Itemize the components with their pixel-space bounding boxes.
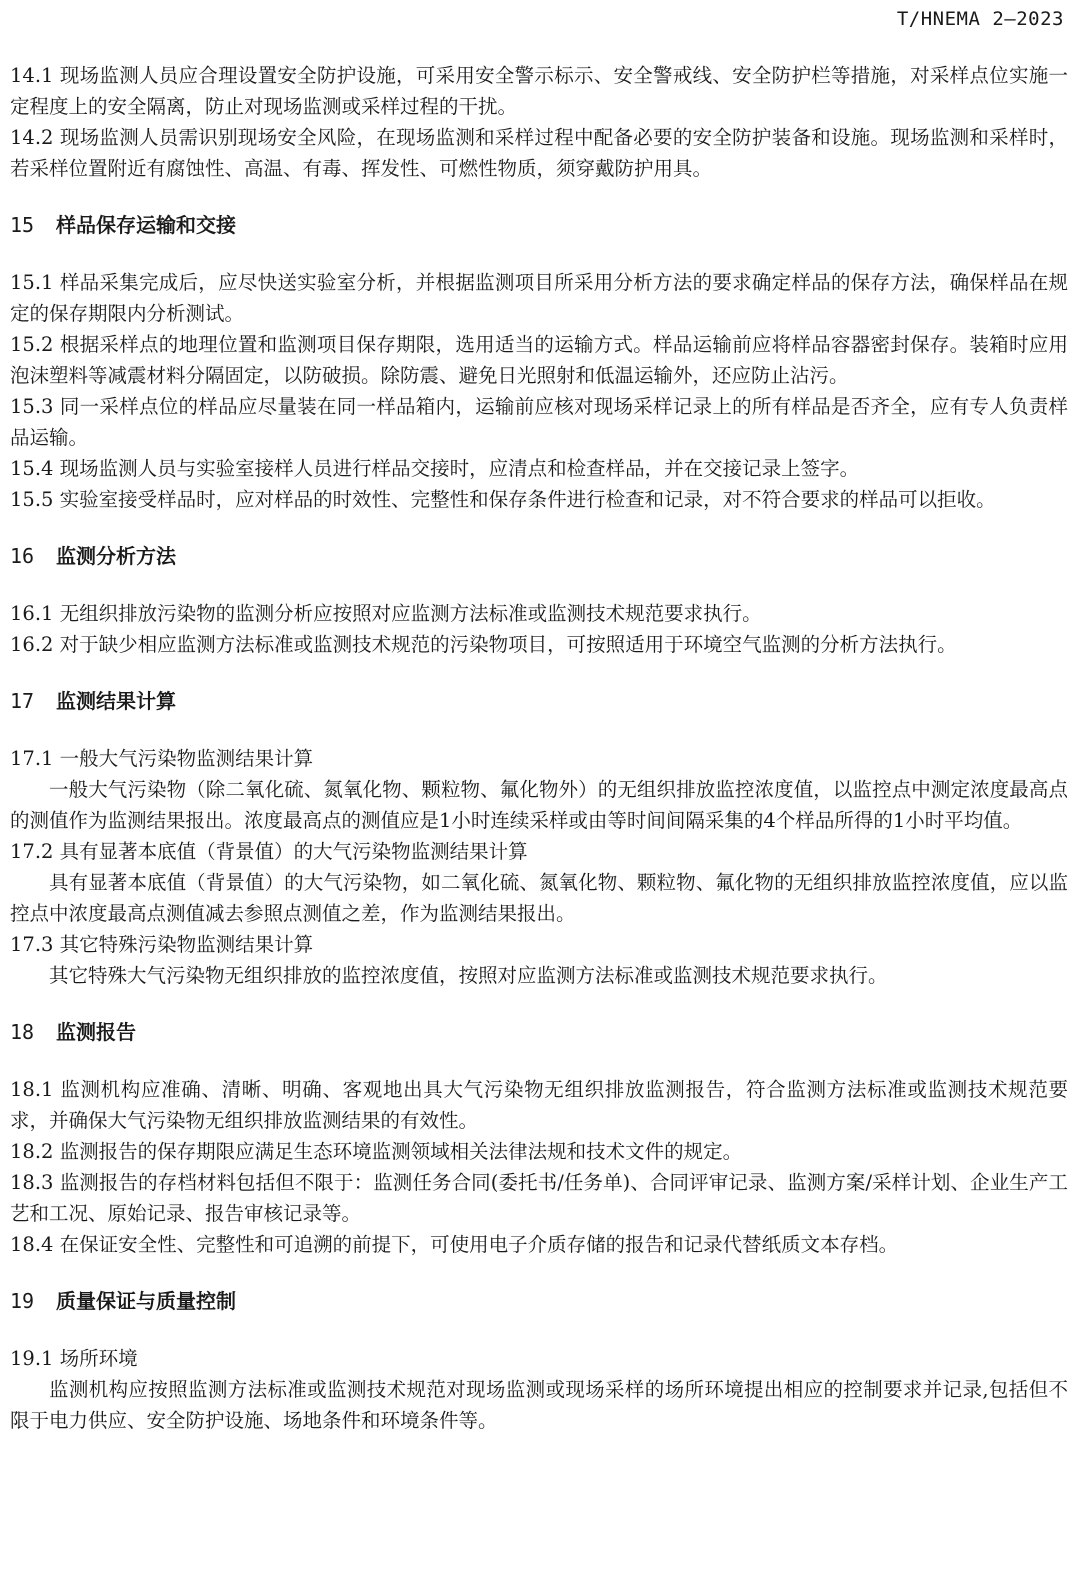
clause-17-1-title: 17.1 一般大气污染物监测结果计算 [10, 747, 314, 770]
section-title: 样品保存运输和交接 [56, 213, 236, 237]
section-number: 19 [10, 1289, 35, 1313]
clause-14-2: 14.2 现场监测人员需识别现场安全风险，在现场监测和采样过程中配备必要的安全防护装备和设施。现场监测和采样时，若采样位置附近有腐蚀性、高温、有毒、挥发性、可燃性物质，须穿戴防护用具。 [10, 126, 1068, 180]
clause-15-1: 15.1 样品采集完成后，应尽快送实验室分析，并根据监测项目所采用分析方法的要求确定样品的保存方法，确保样品在规定的保存期限内分析测试。 [10, 271, 1068, 325]
section-heading-19 [10, 1286, 1068, 1317]
section-number: 16 [10, 544, 35, 568]
document-code: T/HNEMA 2—2023 [896, 8, 1064, 30]
clause-18-2: 18.2 监测报告的保存期限应满足生态环境监测领域相关法律法规和技术文件的规定。 [10, 1140, 743, 1163]
clause-17-2-body: 具有显著本底值（背景值）的大气污染物，如二氧化硫、氮氧化物、颗粒物、氟化物的无组织排放监控浓度值，应以监控点中浓度最高点测值减去参照点测值之差，作为监测结果报出。 [10, 871, 1068, 925]
clause-19-1-body: 监测机构应按照监测方法标准或监测技术规范对现场监测或现场采样的场所环境提出相应的控制要求并记录,包括但不限于电力供应、安全防护设施、场地条件和环境条件等。 [10, 1378, 1068, 1432]
clause-17-3-body: 其它特殊大气污染物无组织排放的监控浓度值，按照对应监测方法标准或监测技术规范要求执行。 [49, 964, 888, 987]
clause-18-3: 18.3 监测报告的存档材料包括但不限于：监测任务合同(委托书/任务单)、合同评审记录、监测方案/采样计划、企业生产工艺和工况、原始记录、报告审核记录等。 [10, 1171, 1068, 1225]
section-number: 17 [10, 689, 35, 713]
clause-15-4: 15.4 现场监测人员与实验室接样人员进行样品交接时，应清点和检查样品，并在交接记录上签字。 [10, 457, 860, 480]
section-title: 监测报告 [56, 1020, 136, 1044]
section-number: 18 [10, 1020, 35, 1044]
clause-16-1: 16.1 无组织排放污染物的监测分析应按照对应监测方法标准或监测技术规范要求执行。 [10, 602, 762, 625]
clause-15-3: 15.3 同一采样点位的样品应尽量装在同一样品箱内，运输前应核对现场采样记录上的所有样品是否齐全，应有专人负责样品运输。 [10, 395, 1068, 449]
clause-16-2: 16.2 对于缺少相应监测方法标准或监测技术规范的污染物项目，可按照适用于环境空气监测的分析方法执行。 [10, 633, 957, 656]
section-title: 监测分析方法 [56, 544, 176, 568]
document-body [10, 60, 1068, 1436]
section-heading-17 [10, 686, 1068, 717]
section-heading-18 [10, 1017, 1068, 1048]
clause-14-1: 14.1 现场监测人员应合理设置安全防护设施，可采用安全警示标示、安全警戒线、安全防护栏等措施，对采样点位实施一定程度上的安全隔离，防止对现场监测或采样过程的干扰。 [10, 64, 1068, 118]
section-title: 监测结果计算 [56, 689, 176, 713]
section-number: 15 [10, 213, 35, 237]
section-heading-15 [10, 210, 1068, 241]
clause-17-2-title: 17.2 具有显著本底值（背景值）的大气污染物监测结果计算 [10, 840, 528, 863]
clause-15-5: 15.5 实验室接受样品时，应对样品的时效性、完整性和保存条件进行检查和记录，对不符合要求的样品可以拒收。 [10, 488, 996, 511]
section-heading-16 [10, 541, 1068, 572]
clause-18-1: 18.1 监测机构应准确、清晰、明确、客观地出具大气污染物无组织排放监测报告，符合监测方法标准或监测技术规范要求，并确保大气污染物无组织排放监测结果的有效性。 [10, 1078, 1068, 1132]
clause-17-3-title: 17.3 其它特殊污染物监测结果计算 [10, 933, 314, 956]
clause-17-1-body: 一般大气污染物（除二氧化硫、氮氧化物、颗粒物、氟化物外）的无组织排放监控浓度值，以监控点中测定浓度最高点的测值作为监测结果报出。浓度最高点的测值应是1小时连续采样或由等时间间隔采集的4个样品所得的1小时平均值。 [10, 778, 1068, 832]
clause-18-4: 18.4 在保证安全性、完整性和可追溯的前提下，可使用电子介质存储的报告和记录代替纸质文本存档。 [10, 1233, 899, 1256]
clause-19-1-title: 19.1 场所环境 [10, 1347, 138, 1370]
section-title: 质量保证与质量控制 [56, 1289, 236, 1313]
clause-15-2: 15.2 根据采样点的地理位置和监测项目保存期限，选用适当的运输方式。样品运输前应将样品容器密封保存。装箱时应用泡沫塑料等减震材料分隔固定，以防破损。除防震、避免日光照射和低温运输外，还应防止沾污。 [10, 333, 1068, 387]
